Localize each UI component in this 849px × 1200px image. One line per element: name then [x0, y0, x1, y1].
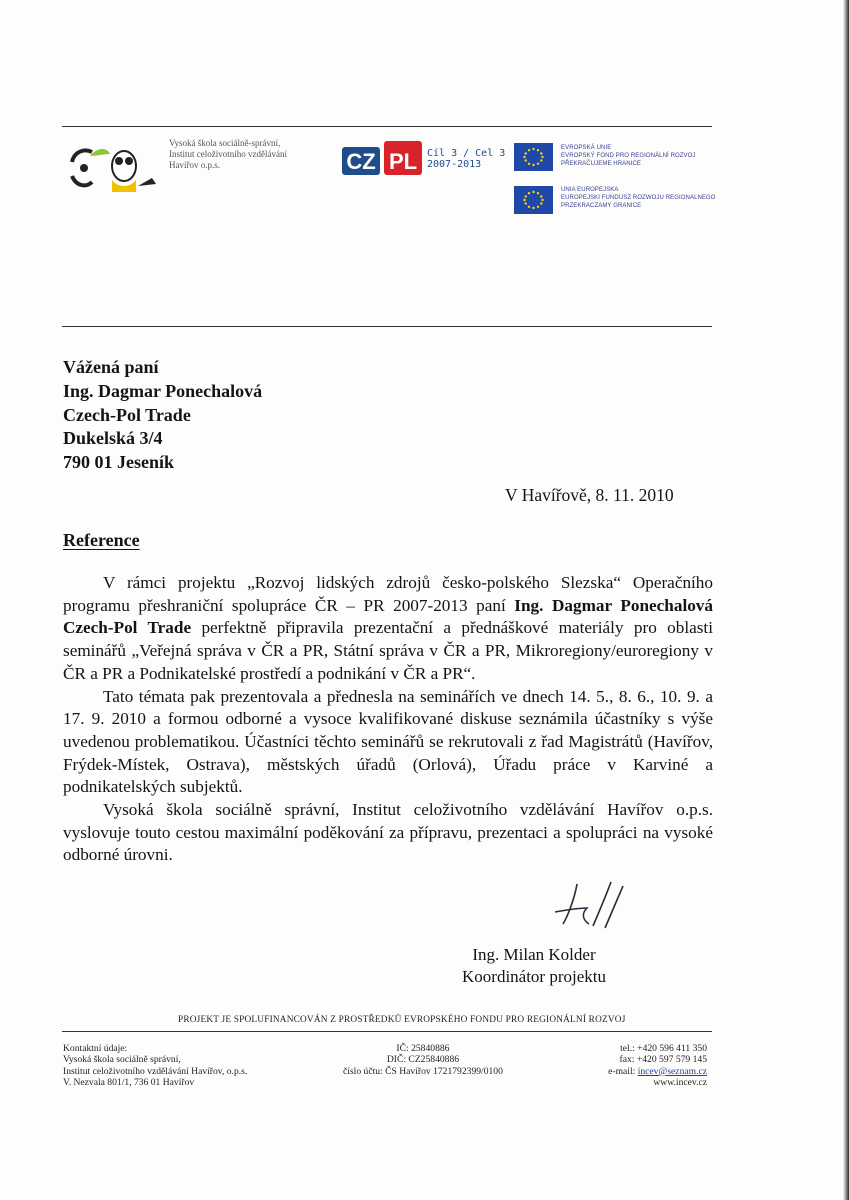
svg-text:PL: PL	[388, 149, 418, 174]
header-bottom-rule	[62, 326, 712, 327]
recipient-street: Dukelská 3/4	[63, 428, 163, 449]
scan-edge	[843, 0, 849, 1200]
footer-contact: Kontaktní údaje: Vysoká škola sociálně správní, Institut celoživotního vzdělávání Havířov, o.p.s. V. Nezvala 801/1, 736 01 Havířov	[63, 1043, 248, 1089]
cz-pl-logo	[342, 139, 424, 177]
signatory	[462, 944, 606, 988]
handwritten-signature	[553, 874, 633, 936]
footer-rule	[62, 1031, 712, 1032]
paragraph-1: V rámci projektu „Rozvoj lidských zdrojů česko-polského Slezska“ Operačního programu přeshraniční spolupráce ČR – PR 2007-2013 paní Ing. Dagmar Ponechalová Czech-Pol Trade perfektně připravila prezentační a přednáškové materiály pro oblasti seminářů „Veřejná správa v ČR a PR, Státní správa v ČR a PR, Mikroregiony/euroregiony v ČR a PR a Podnikatelské prostředí a podnikání v ČR a PR“.	[63, 573, 713, 683]
footer-ids: IČ: 25840886 DIČ: CZ25840886 číslo účtu: ČS Havířov 1721792399/0100	[343, 1043, 503, 1077]
website-link[interactable]: www.incev.cz	[653, 1077, 707, 1089]
paragraph-2: Tato témata pak prezentovala a přednesla na seminářích ve dnech 14. 5., 8. 6., 10. 9. a 17. 9. 2010 a formou odborné a vysoce kvalifikované diskuse seznámila účastníky s výše uvedenou problematikou. Účastníci těchto seminářů se rekrutovali z řad Magistrátů (Havířov, Frýdek-Místek, Ostrava), městských úřadů (Orlová), Úřadu práce v Karviné a podnikatelských subjektů.	[63, 686, 713, 797]
svg-text:CZ: CZ	[346, 149, 376, 174]
program-target-label: Cíl 3 / Cel 3 2007-2013	[427, 148, 506, 170]
paragraph-3: Vysoká škola sociálně správní, Institut celoživotního vzdělávání Havířov o.p.s. vyslovuje touto cestou maximální poděkování za přípravu, prezentaci a spolupráci na vysoké odborné úrovni.	[63, 800, 713, 865]
reference-heading: Reference	[63, 530, 140, 550]
eu-caption-cz: EVROPSKÁ UNIE EVROPSKÝ FOND PRO REGIONÁLNÍ ROZVOJ PŘEKRAČUJEME HRANICE	[561, 145, 696, 167]
school-owl-logo	[68, 140, 162, 196]
recipient-company: Czech-Pol Trade	[63, 404, 191, 425]
eu-flag-icon	[514, 143, 553, 171]
signatory-role: Koordinátor projektu	[462, 967, 606, 986]
recipient-city: 790 01 Jeseník	[63, 452, 175, 473]
place-date: V Havířově, 8. 11. 2010	[505, 485, 674, 505]
salutation: Vážená paní	[63, 357, 159, 377]
recipient-name: Ing. Dagmar Ponechalová	[63, 380, 263, 401]
footer-communication: tel.: +420 596 411 350 fax: +420 597 579 145 e-mail: incev@seznam.cz www.incev.cz	[608, 1043, 707, 1089]
signatory-name: Ing. Milan Kolder	[472, 945, 596, 964]
eu-caption-pl: UNIA EUROPEJSKA EUROPEJSKI FUNDUSZ ROZWOJU REGIONALNEGO PRZEKRACZAMY GRANICE	[561, 187, 716, 209]
email-link[interactable]: incev@seznam.cz	[637, 1065, 707, 1077]
funding-note: PROJEKT JE SPOLUFINANCOVÁN Z PROSTŘEDKŮ EVROPSKÉHO FONDU PRO REGIONÁLNÍ ROZVOJ	[178, 1015, 626, 1025]
eu-flag-icon	[514, 186, 553, 214]
school-name: Vysoká škola sociálně-správní, Institut celoživotního vzdělávání Havířov o.p.s.	[169, 138, 287, 170]
recipient-address	[63, 356, 262, 475]
letter-body	[63, 572, 713, 867]
header-rule	[62, 126, 712, 127]
